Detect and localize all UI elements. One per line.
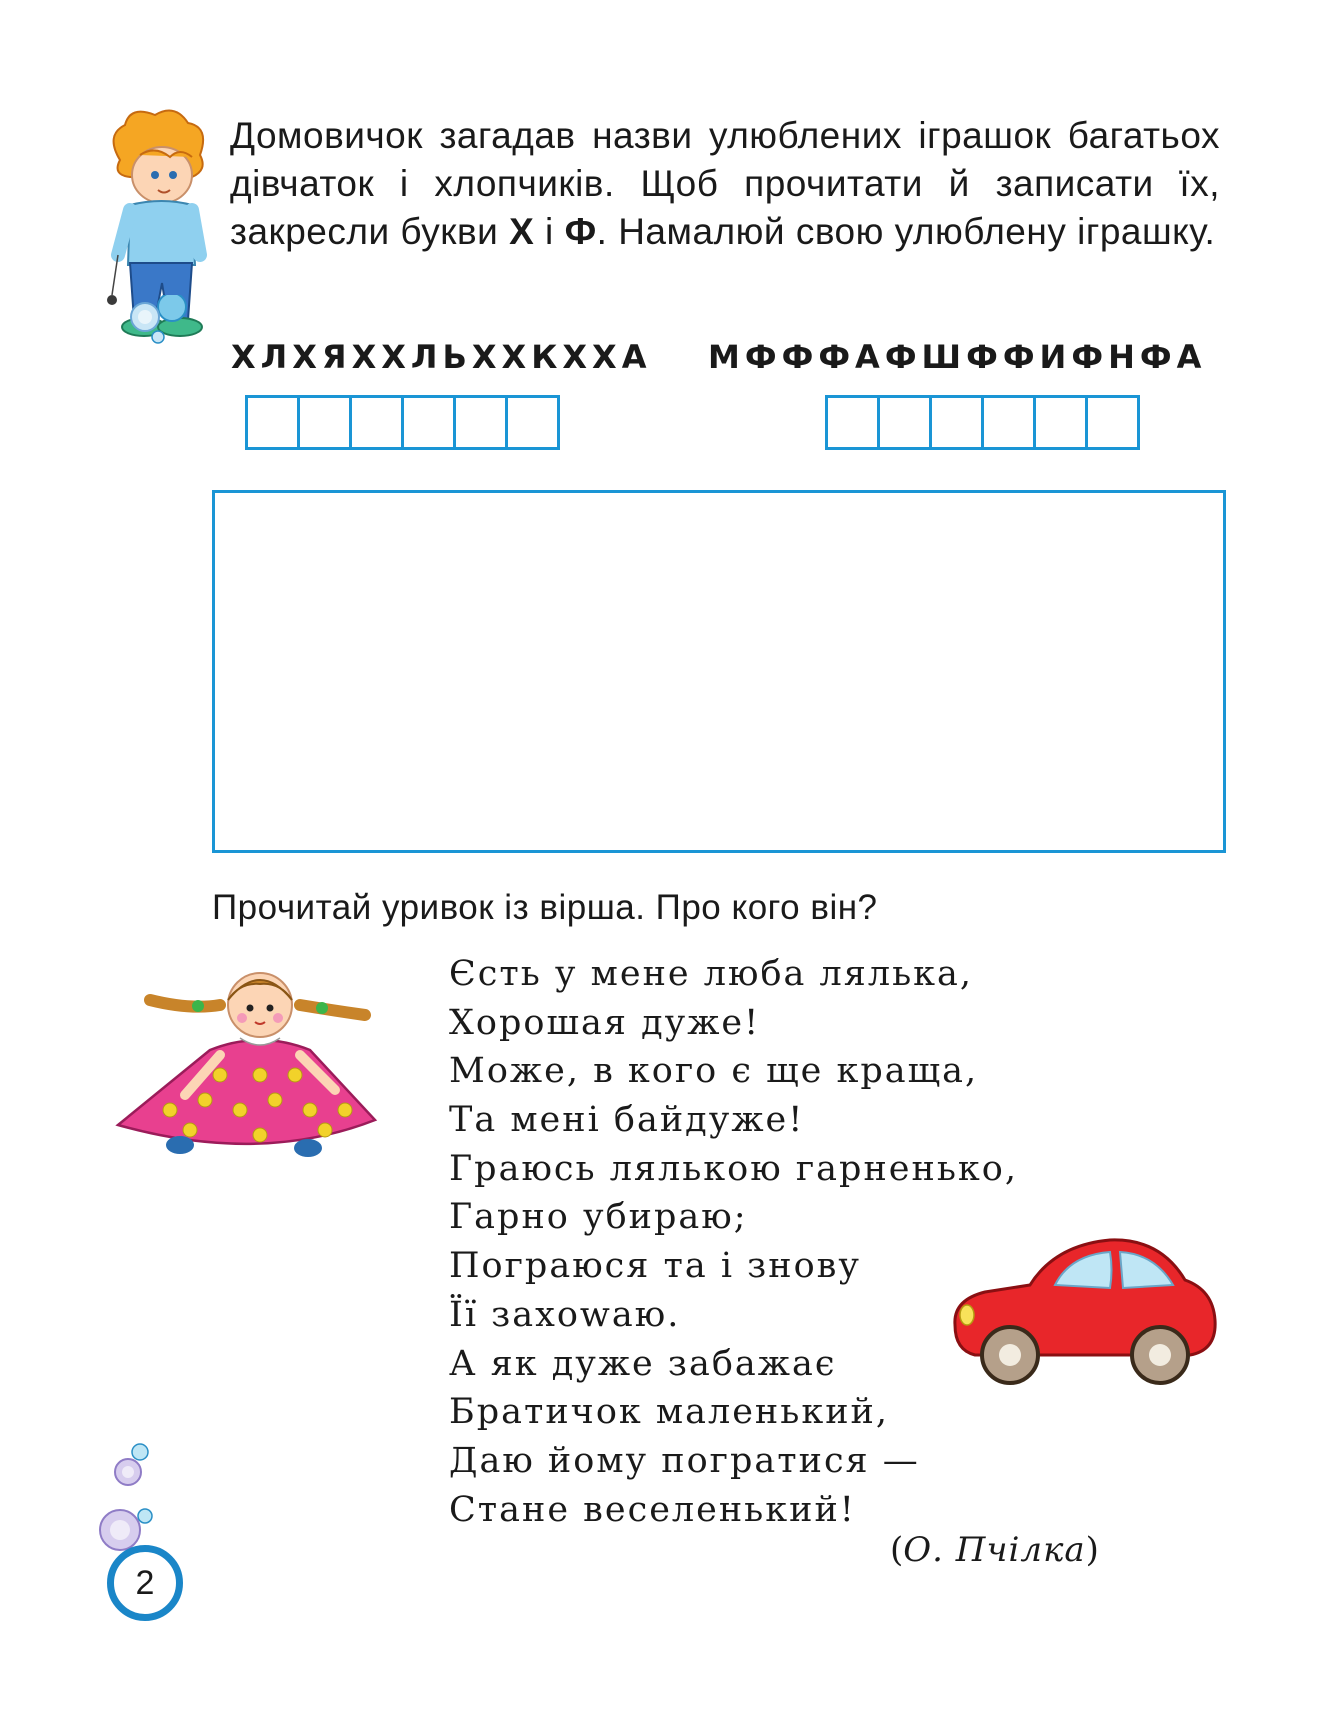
poem-author [890,1530,1099,1570]
answer-cell[interactable] [877,395,932,450]
answer-cell[interactable] [401,395,456,450]
poem-line: Граюсь лялькою гарненько, [449,1148,1018,1189]
poem-line: Даю йому погратися — [449,1440,920,1481]
answer-cell[interactable] [245,395,300,450]
answer-cell[interactable] [981,395,1036,450]
poem-line: Єсть у мене люба лялька, [449,954,973,994]
poem-line: Хорошая дуже! [449,1002,761,1043]
author-name: О. Пчілка [903,1530,1086,1570]
letter-x: Х [509,211,535,252]
author-paren-close: ) [1085,1530,1099,1570]
answer-cell[interactable] [505,395,560,450]
poem-line: Братичок маленький, [449,1392,889,1433]
answer-cells-2 [825,395,1140,450]
answer-cell[interactable] [929,395,984,450]
drawing-area[interactable] [212,490,1226,853]
bubbles-decoration [90,1440,170,1560]
toy-car-illustration [945,1230,1225,1390]
task-instruction [230,112,1220,256]
answer-cell[interactable] [1085,395,1140,450]
page-number: 2 [107,1545,183,1621]
letter-f: Ф [564,211,597,252]
doll-illustration [110,960,410,1160]
poem [449,950,1018,1534]
letter-puzzle-2: МФФФАФШФФИФНФА [708,338,1207,376]
poem-line: Стане веселенький! [449,1489,856,1530]
poem-line: Гарно убираю; [449,1197,748,1238]
task-text-part: і [534,211,565,252]
answer-cell[interactable] [349,395,404,450]
answer-cell[interactable] [453,395,508,450]
poem-line: Та мені байдуже! [449,1100,805,1141]
answer-cell[interactable] [1033,395,1088,450]
poem-line: Пограюся та і знову [449,1246,861,1287]
poem-line: Її захowаю. [449,1294,681,1335]
answer-cell[interactable] [297,395,352,450]
answer-cell[interactable] [825,395,880,450]
task-text-part: . Намалюй свою улюблену іграшку. [596,211,1216,252]
task-text-part: Домовичок загадав назви улюблених іграшок багатьох дівчаток і хлопчиків. Щоб прочитати й записати їх, закресли букви [230,115,1220,252]
poem-question: Прочитай уривок із вірша. Про кого він? [212,888,878,927]
poem-line: Може, в кого є ще краща, [449,1051,979,1092]
letter-puzzle-1: ХЛХЯХХЛЬХХКХХА [231,338,652,376]
author-paren-open: ( [890,1530,904,1570]
bubbles-decoration [110,295,210,355]
answer-cells-1 [245,395,560,450]
poem-line: А як дуже забажає [449,1343,837,1384]
